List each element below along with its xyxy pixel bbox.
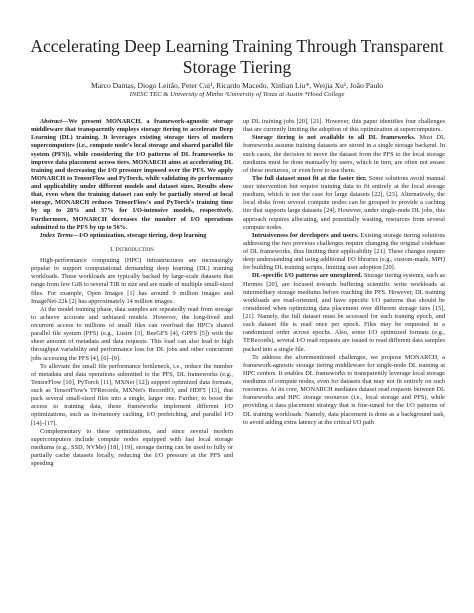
left-column (31, 118, 233, 468)
affiliations: INESC TEC & University of Minho ¹University of Texas at Austin *Hood College (129, 91, 345, 98)
paper-title: Accelerating Deep Learning Training Through Transparent Storage Tiering (30, 36, 444, 77)
challenge-heading: Intrusiveness for developers and users. (252, 231, 359, 239)
intro-paragraph: High-performance computing (HPC) infrastructures are increasingly popular to support computational demanding deep learning (DL) training workloads. These workloads are typically backed by large-scale datasets that range from few GiB to several TiB in size and are made of multiple small-sized files. For example, Open Images [1] has around 9 million images and ImageNet-22k [2] has approximately 14 million images. (31, 257, 233, 305)
challenge-paragraph (243, 175, 445, 232)
proposal-paragraph: To address the aforementioned challenges, we propose MONARCH, a framework-agnostic storage tiering middleware for single-node DL training at HPC centers. It enables DL frameworks to transparently leverage local storage mediums of compute nodes, even for datasets that may not fit entirely on such resources. At its core, MONARCH mediates dataset read requests between DL frameworks and HPC storage resources (i.e., local storage and PFS), while providing a data placement strategy that is fine-tuned for the I/O patterns of DL training workloads. Namely, data placement is done as a background task, to avoid adding extra latency at the critical I/O path (243, 353, 445, 426)
index-terms-text: —I/O optimization, storage tiering, deep learning (72, 231, 207, 239)
challenge-paragraph (243, 272, 445, 353)
challenge-paragraph (243, 232, 445, 273)
challenge-paragraph (243, 134, 445, 175)
challenge-heading: Storage tiering is not available to all DL frameworks. (252, 134, 416, 142)
intro-paragraph: To alleviate the small file performance bottleneck, i.e., reduce the number of metadata and data operations submitted to the PFS, DL frameworks (e.g., TensorFlow [10], PyTorch [11], MXNet [12]) support optimized data formats, such as TensorFlow's TFRecords, MXNet's RecordIO, and HDF5 [13], that pack several small-sized files into a single, larger one. Further, to boost the access to training data, these frameworks implement different I/O optimizations, such as in-memory caching, I/O prefetching, and parallel I/O [14]–[17]. (31, 362, 233, 427)
index-terms (31, 232, 233, 240)
challenge-text: Some solutions avoid manual user intervention but require training data to fit entirely at the local storage medium, which is not the case for large datasets [22], [23]. Alternatively, the local disks from several compute nodes can be grouped to provide a caching tier that supports large datasets [24]. However, under single-node DL jobs, this approach requires allocating, and potentially wasting, resources from several compute nodes. (243, 174, 445, 231)
challenge-text: Storage tiering systems, such as Hermes [20], are focused towards buffering scientific write workloads at intermediary storage mediums before reaching the PFS. However, DL training workloads are read-oriented, and have specific I/O patterns that should be considered when optimizing data placement over different storage tiers [15], [21]. Namely, the full dataset must be accessed for each training epoch, and each dataset file is read once per epoch. Files may be requested in a randomized order across epochs. Also, some I/O optimized formats (e.g., TFRecords), several I/O read requests are issued to read different data samples packed into a single file. (243, 272, 445, 353)
challenge-heading: DL-specific I/O patterns are unexplored. (252, 272, 363, 280)
challenge-text: Most DL frameworks assume training datasets are stored in a single storage backend. In such cases, the decision to move the dataset from the PFS to the local storage mediums must be done manually by users, which in turn, are often not aware of these resources, or even how to use them. (243, 134, 446, 174)
abstract-text: —We present MONARCH, a framework-agnostic storage middleware that transparently employs storage tiering to accelerate Deep Learning (DL) training. It leverages existing storage tiers of modern supercomputers (i.e., compute node's local storage and shared parallel file system (PFS)), while considering the I/O patterns of DL frameworks to improve data placement across tiers. MONARCH aims at accelerating DL training and decreasing the I/O pressure imposed over the PFS. We apply MONARCH to TensorFlow and PyTorch, while validating its performance and applicability under different models and dataset sizes. Results show that, even when the training dataset can only be partially stored at local storage, MONARCH reduces TensorFlow's and PyTorch's training time by up to 28% and 37% for I/O-intensive models, respectively. Furthermore, MONARCH decreases the number of I/O operations submitted to the PFS by up to 56%. (31, 118, 233, 231)
challenge-text: Existing storage tiering solutions addressing the two previous challenges require changing the original codebase of DL frameworks, thus limiting their applicability [21]. These changes require deep understanding and using additional I/O libraries (e.g., custom-made, MPI) for building DL training scripts, limiting user adoption [20]. (243, 231, 445, 272)
intro-paragraph: Complementary to these optimizations, and since several modern supercomputers include compute nodes equipped with fast local storage mediums (e.g., SSD, NVMe) [18], [19], storage tiering can be used to fully or partially cache datasets locally, reducing the I/O pressure at the PFS and speeding (31, 427, 233, 468)
author-list: Marco Dantas, Diogo Leitão, Peter Cui¹, Ricardo Macedo, Xinlian Liu*, Weijia Xu¹, João Paulo (90, 81, 384, 90)
intro-paragraph: At the model training phase, data samples are repeatedly read from storage to achieve accurate and unbiased models. However, the long-lived and recurrent access to millions of small files can overload the HPC's shared parallel file system (PFS) (e.g., Lustre [3], BeeGFS [4], GPFS [5]) with the sheer amount of metadata and data requests. This load can also lead to high throughput variability and performance loss for DL jobs and other concurrent jobs accessing the PFS [4], [6]–[9]. (31, 305, 233, 362)
continued-paragraph: up DL training jobs [20], [21]. However, this paper identifies four challenges that are currently limiting the adoption of this optimization at supercomputers. (243, 118, 445, 134)
abstract (31, 118, 233, 232)
challenge-heading: The full dataset must fit at the faster tier. (252, 174, 367, 182)
section-heading-introduction: I. Introduction (110, 245, 154, 253)
abstract-lead: Abstract (40, 118, 62, 125)
index-terms-lead: Index Terms (40, 231, 73, 239)
right-column (243, 118, 445, 427)
